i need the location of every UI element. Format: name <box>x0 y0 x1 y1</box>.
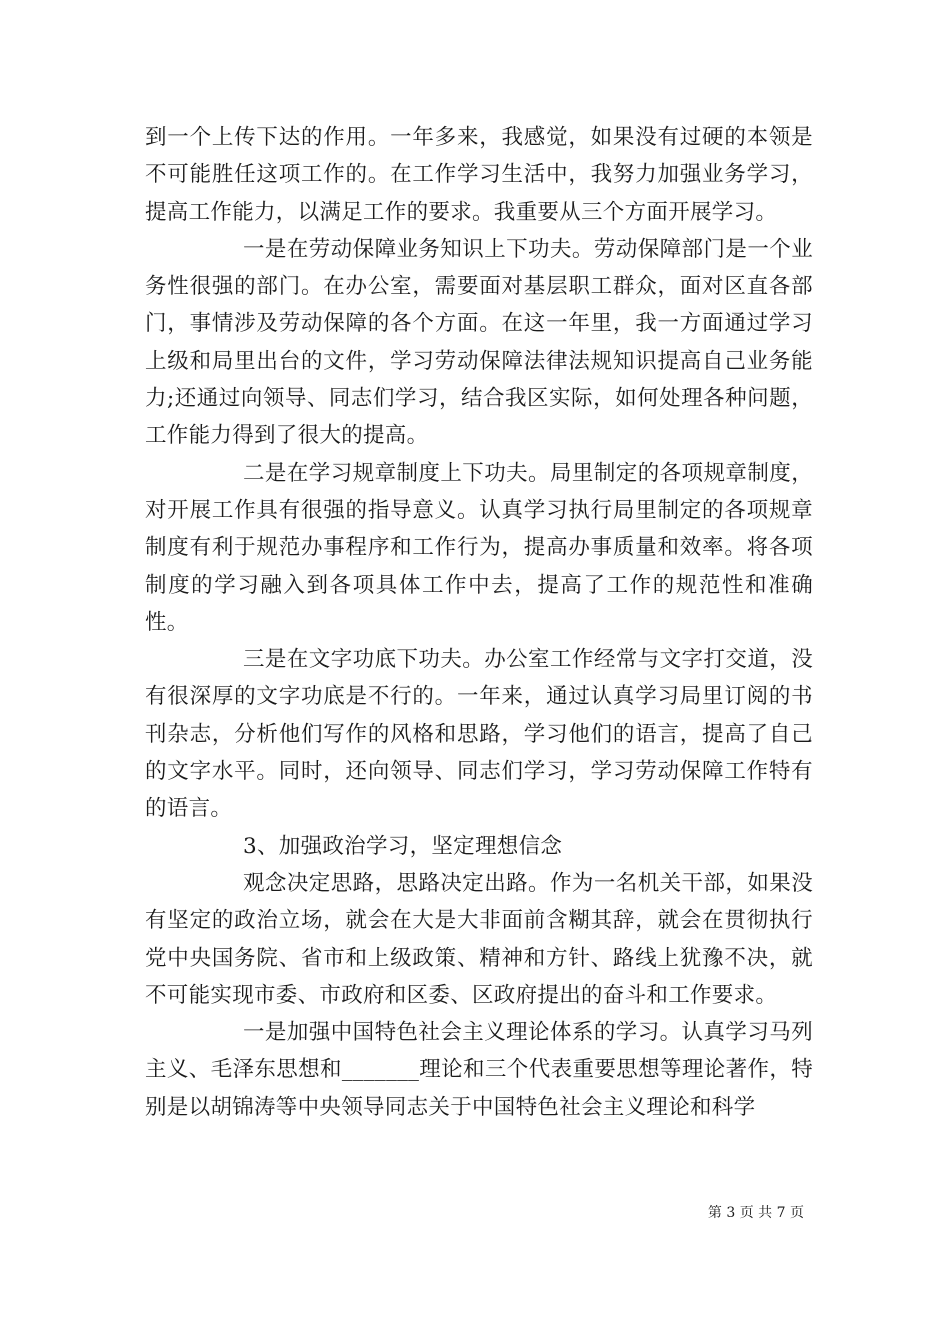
paragraph-ideas-determine-path: 观念决定思路，思路决定出路。作为一名机关干部，如果没有坚定的政治立场，就会在大是大非面前含糊其辞，就会在贯彻执行党中央国务院、省市和上级政策、精神和方针、路线上犹豫不决，就不可能实现市委、市政府和区委、区政府提出的奋斗和工作要求。 <box>145 870 813 1008</box>
document-body <box>145 119 813 1126</box>
paragraph-writing-skills: 三是在文字功底下功夫。办公室工作经常与文字打交道，没有很深厚的文字功底是不行的。一年来，通过认真学习局里订阅的书刊杂志，分析他们写作的风格和思路，学习他们的语言，提高了自己的文字水平。同时，还向领导、同志们学习，学习劳动保障工作特有的语言。 <box>145 647 813 822</box>
paragraph-labor-security-knowledge: 一是在劳动保障业务知识上下功夫。劳动保障部门是一个业务性很强的部门。在办公室，需要面对基层职工群众，面对区直各部门，事情涉及劳动保障的各个方面。在这一年里，我一方面通过学习上级和局里出台的文件，学习劳动保障法律法规知识提高自己业务能力;还通过向领导、同志们学习，结合我区实际，如何处理各种问题，工作能力得到了很大的提高。 <box>145 236 813 449</box>
paragraph-rules-regulations: 二是在学习规章制度上下功夫。局里制定的各项规章制度，对开展工作具有很强的指导意义。认真学习执行局里制定的各项规章制度有利于规范办事程序和工作行为，提高办事质量和效率。将各项制度的学习融入到各项具体工作中去，提高了工作的规范性和准确性。 <box>145 460 813 635</box>
paragraph-continuation: 到一个上传下达的作用。一年多来，我感觉，如果没有过硬的本领是不可能胜任这项工作的。在工作学习生活中，我努力加强业务学习，提高工作能力，以满足工作的要求。我重要从三个方面开展学习。 <box>145 125 813 225</box>
paragraph-socialist-theory-study: 一是加强中国特色社会主义理论体系的学习。认真学习马列主义、毛泽东思想和_______理论和三个代表重要思想等理论著作，特别是以胡锦涛等中央领导同志关于中国特色社会主义理论和科学 <box>145 1020 813 1120</box>
page-number-footer: 第 3 页 共 7 页 <box>707 1205 804 1221</box>
section-heading-political-study: 3、加强政治学习，坚定理想信念 <box>243 833 563 859</box>
